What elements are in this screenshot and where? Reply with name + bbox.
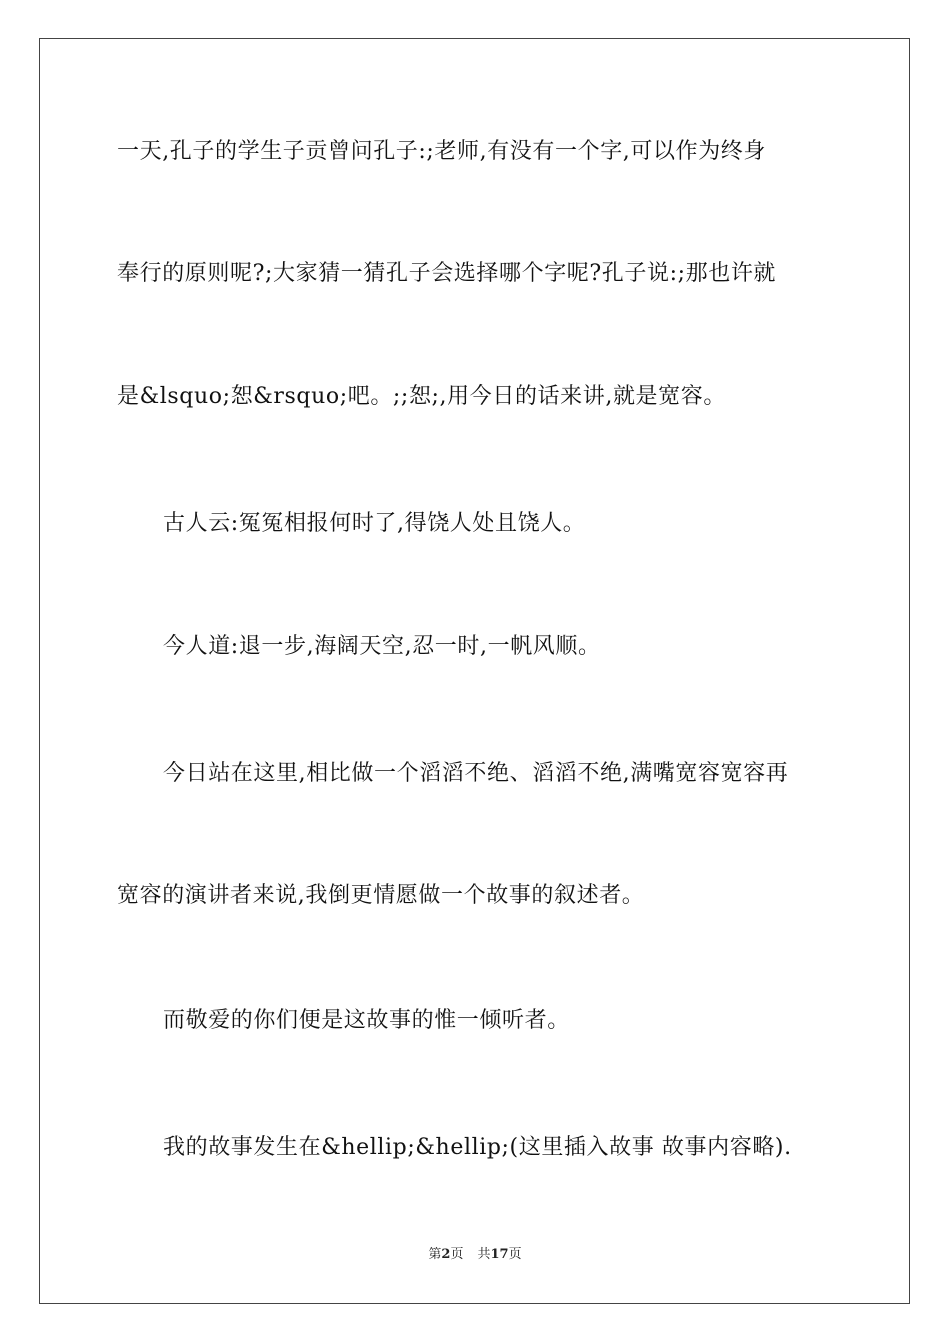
paragraph-line-9: 我的故事发生在&hellip;&hellip;(这里插入故事 故事内容略). <box>163 1135 792 1160</box>
paragraph-line-6: 今日站在这里,相比做一个滔滔不绝、滔滔不绝,满嘴宽容宽容再 <box>163 761 789 786</box>
total-pages: 17 <box>490 1247 509 1262</box>
page-prefix: 第 <box>428 1247 442 1262</box>
paragraph-line-5: 今人道:退一步,海阔天空,忍一时,一帆风顺。 <box>163 634 601 659</box>
paragraph-line-8: 而敬爱的你们便是这故事的惟一倾听者。 <box>163 1008 570 1033</box>
page-border <box>39 38 910 1304</box>
paragraph-line-1: 一天,孔子的学生子贡曾问孔子:;老师,有没有一个字,可以作为终身 <box>117 139 767 164</box>
paragraph-line-4: 古人云:冤冤相报何时了,得饶人处且饶人。 <box>163 511 586 536</box>
total-suffix: 页 <box>508 1247 522 1262</box>
paragraph-line-7: 宽容的演讲者来说,我倒更情愿做一个故事的叙述者。 <box>117 883 645 908</box>
page-footer <box>0 1246 950 1264</box>
paragraph-line-2: 奉行的原则呢?;大家猜一猜孔子会选择哪个字呢?孔子说:;那也许就 <box>117 261 777 286</box>
paragraph-line-3: 是&lsquo;恕&rsquo;吧。;;恕;,用今日的话来讲,就是宽容。 <box>117 384 726 409</box>
page-number: 2 <box>441 1247 451 1262</box>
total-prefix: 共 <box>477 1247 491 1262</box>
page-suffix: 页 <box>450 1247 464 1262</box>
